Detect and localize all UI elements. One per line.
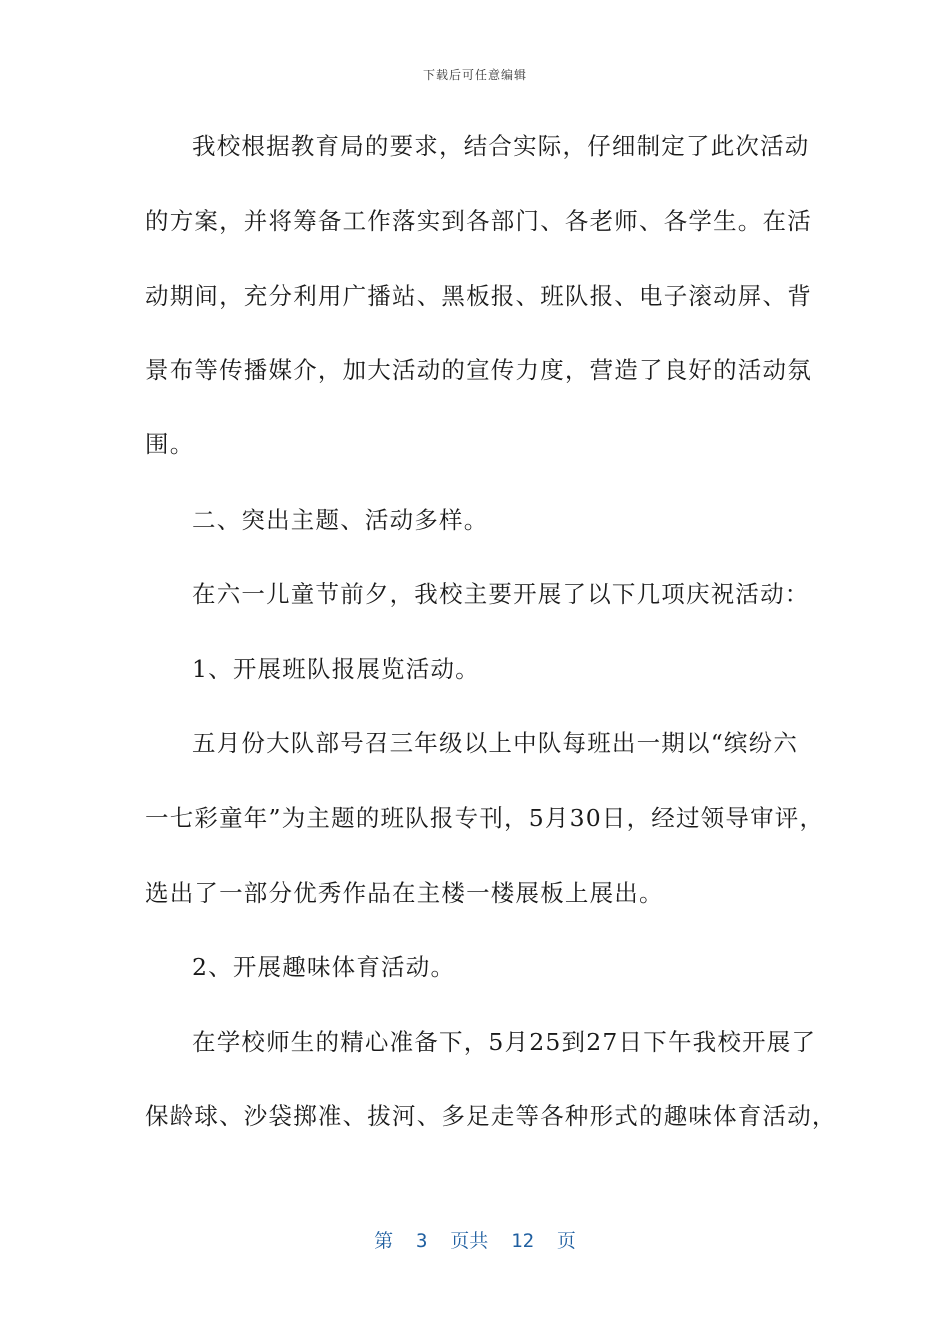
subheading-1: 1、开展班队报展览活动。 — [192, 655, 480, 683]
paragraph-line-1: 我校根据教育局的要求，结合实际，仔细制定了此次活动 — [192, 132, 810, 160]
paragraph-line-5: 围。 — [145, 430, 195, 458]
paragraph-line-7: 五月份大队部号召三年级以上中队每班出一期以“缤纷六 — [192, 729, 799, 757]
page-header-note: 下载后可任意编辑 — [422, 68, 527, 82]
paragraph-line-4: 景布等传播媒介，加大活动的宣传力度，营造了良好的活动氛 — [145, 356, 812, 384]
paragraph-line-2: 的方案，并将筹备工作落实到各部门、各老师、各学生。在活 — [145, 207, 812, 235]
paragraph-line-3: 动期间，充分利用广播站、黑板报、班队报、电子滚动屏、背 — [145, 282, 812, 310]
page-number-footer: 第 3 页共 12 页 — [374, 1230, 576, 1252]
paragraph-line-11: 保龄球、沙袋掷准、拔河、多足走等各种形式的趣味体育活动， — [145, 1102, 837, 1130]
subheading-2: 2、开展趣味体育活动。 — [192, 953, 456, 981]
paragraph-line-10: 在学校师生的精心准备下，5月25到27日下午我校开展了 — [192, 1028, 817, 1056]
section-heading: 二、突出主题、活动多样。 — [192, 506, 489, 534]
paragraph-line-9: 选出了一部分优秀作品在主楼一楼展板上展出。 — [145, 879, 664, 907]
paragraph-line-8: 一七彩童年”为主题的班队报专刊，5月30日，经过领导审评， — [145, 804, 825, 832]
paragraph-line-6: 在六一儿童节前夕，我校主要开展了以下几项庆祝活动： — [192, 580, 810, 608]
